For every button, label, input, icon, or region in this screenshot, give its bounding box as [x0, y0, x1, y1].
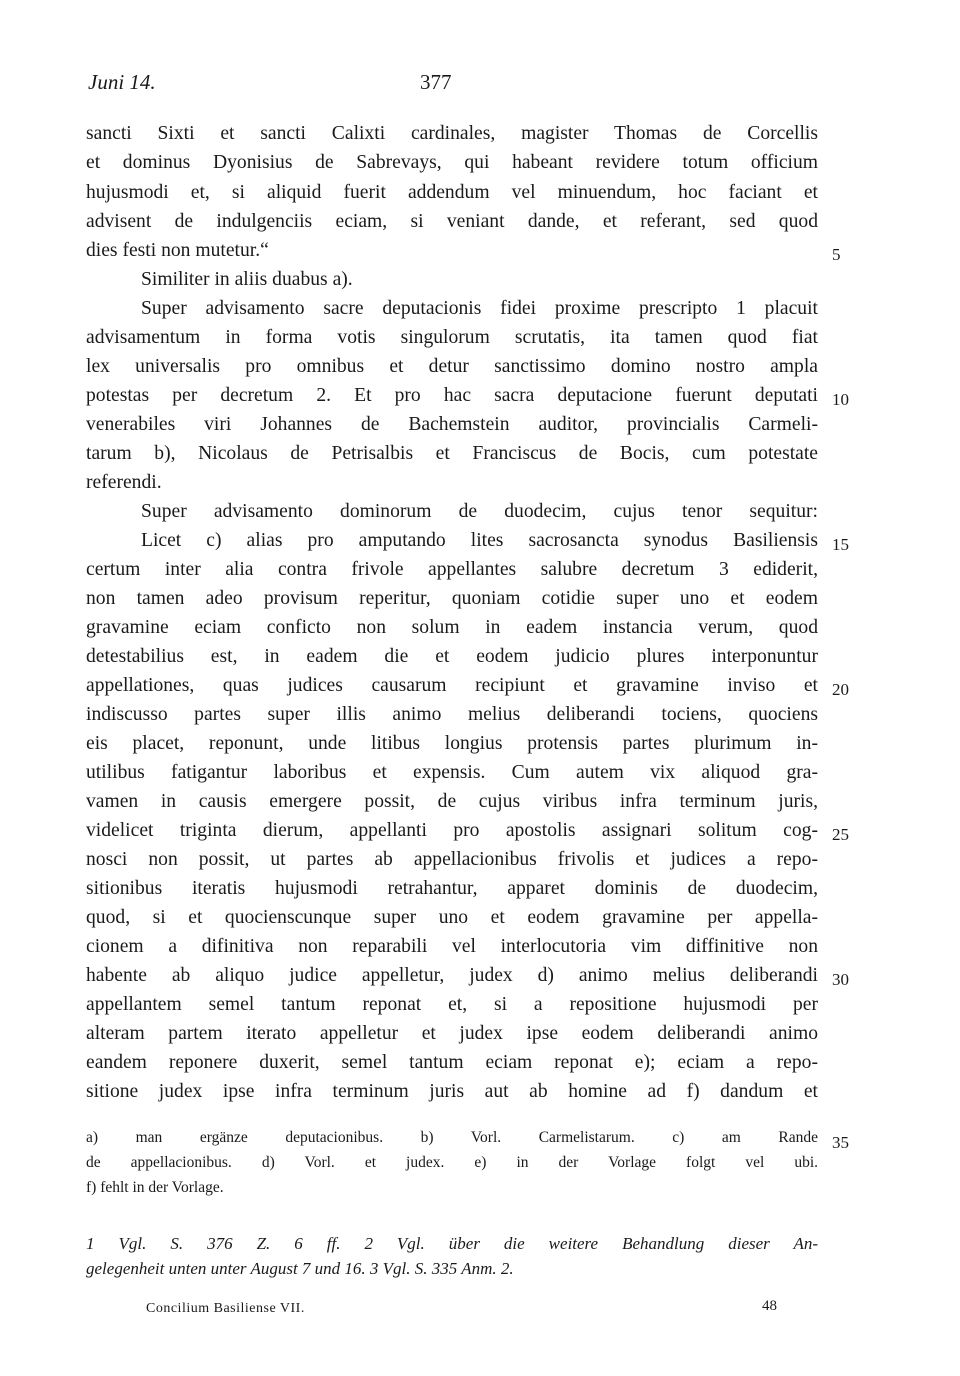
- apparatus-line: a) man ergänze deputacionibus. b) Vorl. Carmelistarum. c) am Rande: [86, 1129, 818, 1146]
- line-number: 10: [832, 390, 849, 409]
- text-line: vamen in causis emergere possit, de cujus viribus infra terminum juris,: [86, 791, 818, 812]
- footer-signature: Concilium Basiliense VII.: [146, 1301, 305, 1316]
- text-line: Licet c) alias pro amputando lites sacrosancta synodus Basiliensis: [141, 530, 818, 551]
- text-line: advisamentum in forma votis singulorum scrutatis, ita tamen quod fiat: [86, 327, 818, 348]
- text-line: habente ab aliquo judice appelletur, judex d) animo melius deliberandi: [86, 965, 818, 986]
- text-line: et dominus Dyonisius de Sabrevays, qui habeant revidere totum officium: [86, 152, 818, 173]
- text-line: cionem a difinitiva non reparabili vel interlocutoria vim diffinitive non: [86, 936, 818, 957]
- line-number: 35: [832, 1133, 849, 1152]
- text-line: Super advisamento dominorum de duodecim, cujus tenor sequitur:: [141, 501, 818, 522]
- text-line: nosci non possit, ut partes ab appellacionibus frivolis et judices a repo-: [86, 849, 818, 870]
- apparatus-line: f) fehlt in der Vorlage.: [86, 1179, 224, 1196]
- page-number: 377: [420, 70, 452, 94]
- text-line: non tamen adeo provisum reperitur, quoniam cotidie super uno et eodem: [86, 588, 818, 609]
- signature-mark: 48: [762, 1298, 777, 1314]
- text-line: videlicet triginta dierum, appellanti pro apostolis assignari solitum cog-: [86, 820, 818, 841]
- line-number: 30: [832, 970, 849, 989]
- text-line: hujusmodi et, si aliquid fuerit addendum vel minuendum, hoc faciant et: [86, 182, 818, 203]
- text-line: advisent de indulgenciis eciam, si veniant dande, et referant, sed quod: [86, 211, 818, 232]
- text-line: appellationes, quas judices causarum recipiunt et gravamine inviso et: [86, 675, 818, 696]
- line-number: 5: [832, 245, 841, 264]
- text-line: quod, si et quocienscunque super uno et eodem gravamine per appella-: [86, 907, 818, 928]
- text-line: lex universalis pro omnibus et detur sanctissimo domino nostro ampla: [86, 356, 818, 377]
- text-line: dies festi non mutetur.“: [86, 240, 269, 261]
- line-number: 20: [832, 680, 849, 699]
- text-line: Similiter in aliis duabus a).: [141, 269, 353, 290]
- apparatus-line: de appellacionibus. d) Vorl. et judex. e) in der Vorlage folgt vel ubi.: [86, 1154, 818, 1171]
- footnote-line: gelegenheit unten unter August 7 und 16. 3 Vgl. S. 335 Anm. 2.: [86, 1259, 514, 1278]
- text-line: gravamine eciam conficto non solum in eadem instancia verum, quod: [86, 617, 818, 638]
- text-line: utilibus fatigantur laboribus et expensis. Cum autem vix aliquod gra-: [86, 762, 818, 783]
- text-line: referendi.: [86, 472, 162, 493]
- text-line: sitionibus iteratis hujusmodi retrahantur, apparet dominis de duodecim,: [86, 878, 818, 899]
- text-line: sitione judex ipse infra terminum juris aut ab homine ad f) dandum et: [86, 1081, 818, 1102]
- line-number: 25: [832, 825, 849, 844]
- text-line: detestabilius est, in eadem die et eodem judicio plures interponuntur: [86, 646, 818, 667]
- text-line: certum inter alia contra frivole appellantes salubre decretum 3 ediderit,: [86, 559, 818, 580]
- running-head: Juni 14.: [88, 70, 156, 94]
- text-line: eis placet, reponunt, unde litibus longius protensis partes plurimum in-: [86, 733, 818, 754]
- text-line: Super advisamento sacre deputacionis fidei proxime prescripto 1 placuit: [141, 298, 818, 319]
- text-line: sancti Sixti et sancti Calixti cardinales, magister Thomas de Corcellis: [86, 123, 818, 144]
- text-line: venerabiles viri Johannes de Bachemstein auditor, provincialis Carmeli-: [86, 414, 818, 435]
- text-line: indiscusso partes super illis animo melius deliberandi tociens, quociens: [86, 704, 818, 725]
- text-line: appellantem semel tantum reponat et, si a repositione hujusmodi per: [86, 994, 818, 1015]
- text-line: eandem reponere duxerit, semel tantum eciam reponat e); eciam a repo-: [86, 1052, 818, 1073]
- footnote-line: 1 Vgl. S. 376 Z. 6 ff. 2 Vgl. über die weitere Behandlung dieser An-: [86, 1234, 818, 1253]
- text-line: potestas per decretum 2. Et pro hac sacra deputacione fuerunt deputati: [86, 385, 818, 406]
- text-line: alteram partem iterato appelletur et judex ipse eodem deliberandi animo: [86, 1023, 818, 1044]
- text-line: tarum b), Nicolaus de Petrisalbis et Franciscus de Bocis, cum potestate: [86, 443, 818, 464]
- line-number: 15: [832, 535, 849, 554]
